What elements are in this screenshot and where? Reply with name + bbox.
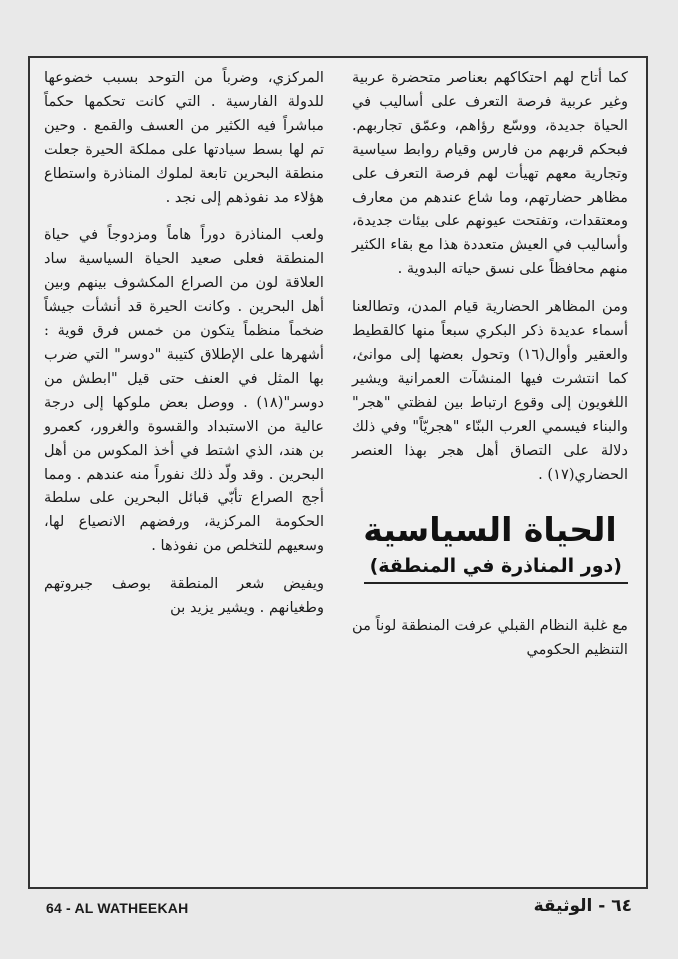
paragraph: ويفيض شعر المنطقة بوصف جبروتهم وطغيانهم . ويشير يزيد بن <box>44 575 324 617</box>
page-footer-english: 64 - AL WATHEEKAH <box>46 900 189 916</box>
section-subtitle: (دور المناذرة في المنطقة) <box>364 552 628 584</box>
article-frame <box>28 56 648 889</box>
section-title: الحياة السياسية <box>363 510 617 550</box>
paragraph: المركزي، وضرباً من التوحد بسبب خضوعها للدولة الفارسية . التي كانت تحكمها حكماً مباشراً فيه الكثير من العسف والقمع . وحين تم لها بسط سيادتها على مملكة الحيرة جعلت منطقة البحرين تابعة لملوك المناذرة واستطاع هؤلاء مد نفوذهم إلى نجد . <box>44 69 324 206</box>
paragraph: مع غلبة النظام القبلي عرفت المنطقة لوناً من التنظيم الحكومي <box>352 617 628 659</box>
left-column <box>44 66 324 620</box>
right-column <box>352 66 628 662</box>
paragraph: كما أتاح لهم احتكاكهم بعناصر متحضرة عربية وغير عربية فرصة التعرف على أساليب في الحياة جديدة، ووسّع رؤاهم، وعمّق تجاربهم. فبحكم قربهم من فارس وقيام روابط سياسية وتجارية معهم تهيأت لهم فرصة التعرف على مظاهر حضارتهم، وما شاع عندهم من معارف ومعتقدات، وتفتحت عيونهم على بيئات جديدة، وأساليب في العيش متعددة هذا مع بقاء الكثير منهم محافظاً على نسق حياته البدوية . <box>352 69 628 278</box>
page-footer-arabic: ٦٤ - الوثيقة <box>533 896 632 916</box>
section-heading <box>352 508 628 584</box>
paragraph: ولعب المناذرة دوراً هاماً ومزدوجاً في حياة المنطقة فعلى صعيد الحياة السياسية ساد العلاقة لون من الصراع المكشوف بينهم وبين أهل البحرين . وكانت الحيرة قد أنشأت جيشاً ضخماً منظماً يتكون من خمس فرق قوية : أشهرها على الإطلاق كتيبة "دوسر" التي ضرب بها المثل في العنف حتى قيل "ابطش من دوسر"(١٨) . ووصل بعض ملوكها إلى درجة عالية من الاستبداد والقسوة والغرور، كعمرو بن هند، الذي اشتط في أخذ المكوس من أهل البحرين . وقد ولّد ذلك نفوراً منه عندهم . ومما أجج الصراع تأبّي قبائل البحرين على سلطة الحكومة المركزية، ورفضهم الانصياع لها، وسعيهم للتخلص من نفوذها . <box>44 226 324 555</box>
paragraph: ومن المظاهر الحضارية قيام المدن، وتطالعنا أسماء عديدة ذكر البكري سبعاً منها كالقطيط والعقير وأوال(١٦) وتحول بعضها إلى موانئ، كما انتشرت فيها المنشآت العمرانية ويشير اللغويون إلى وقوع ارتباط بين لفظتي "هجر" والبناء فيسمي العرب البنّاء "هجريّاً" وفي ذلك دلالة على التصاق أهل هجر بهذا العنصر الحضاري(١٧) . <box>352 298 628 483</box>
